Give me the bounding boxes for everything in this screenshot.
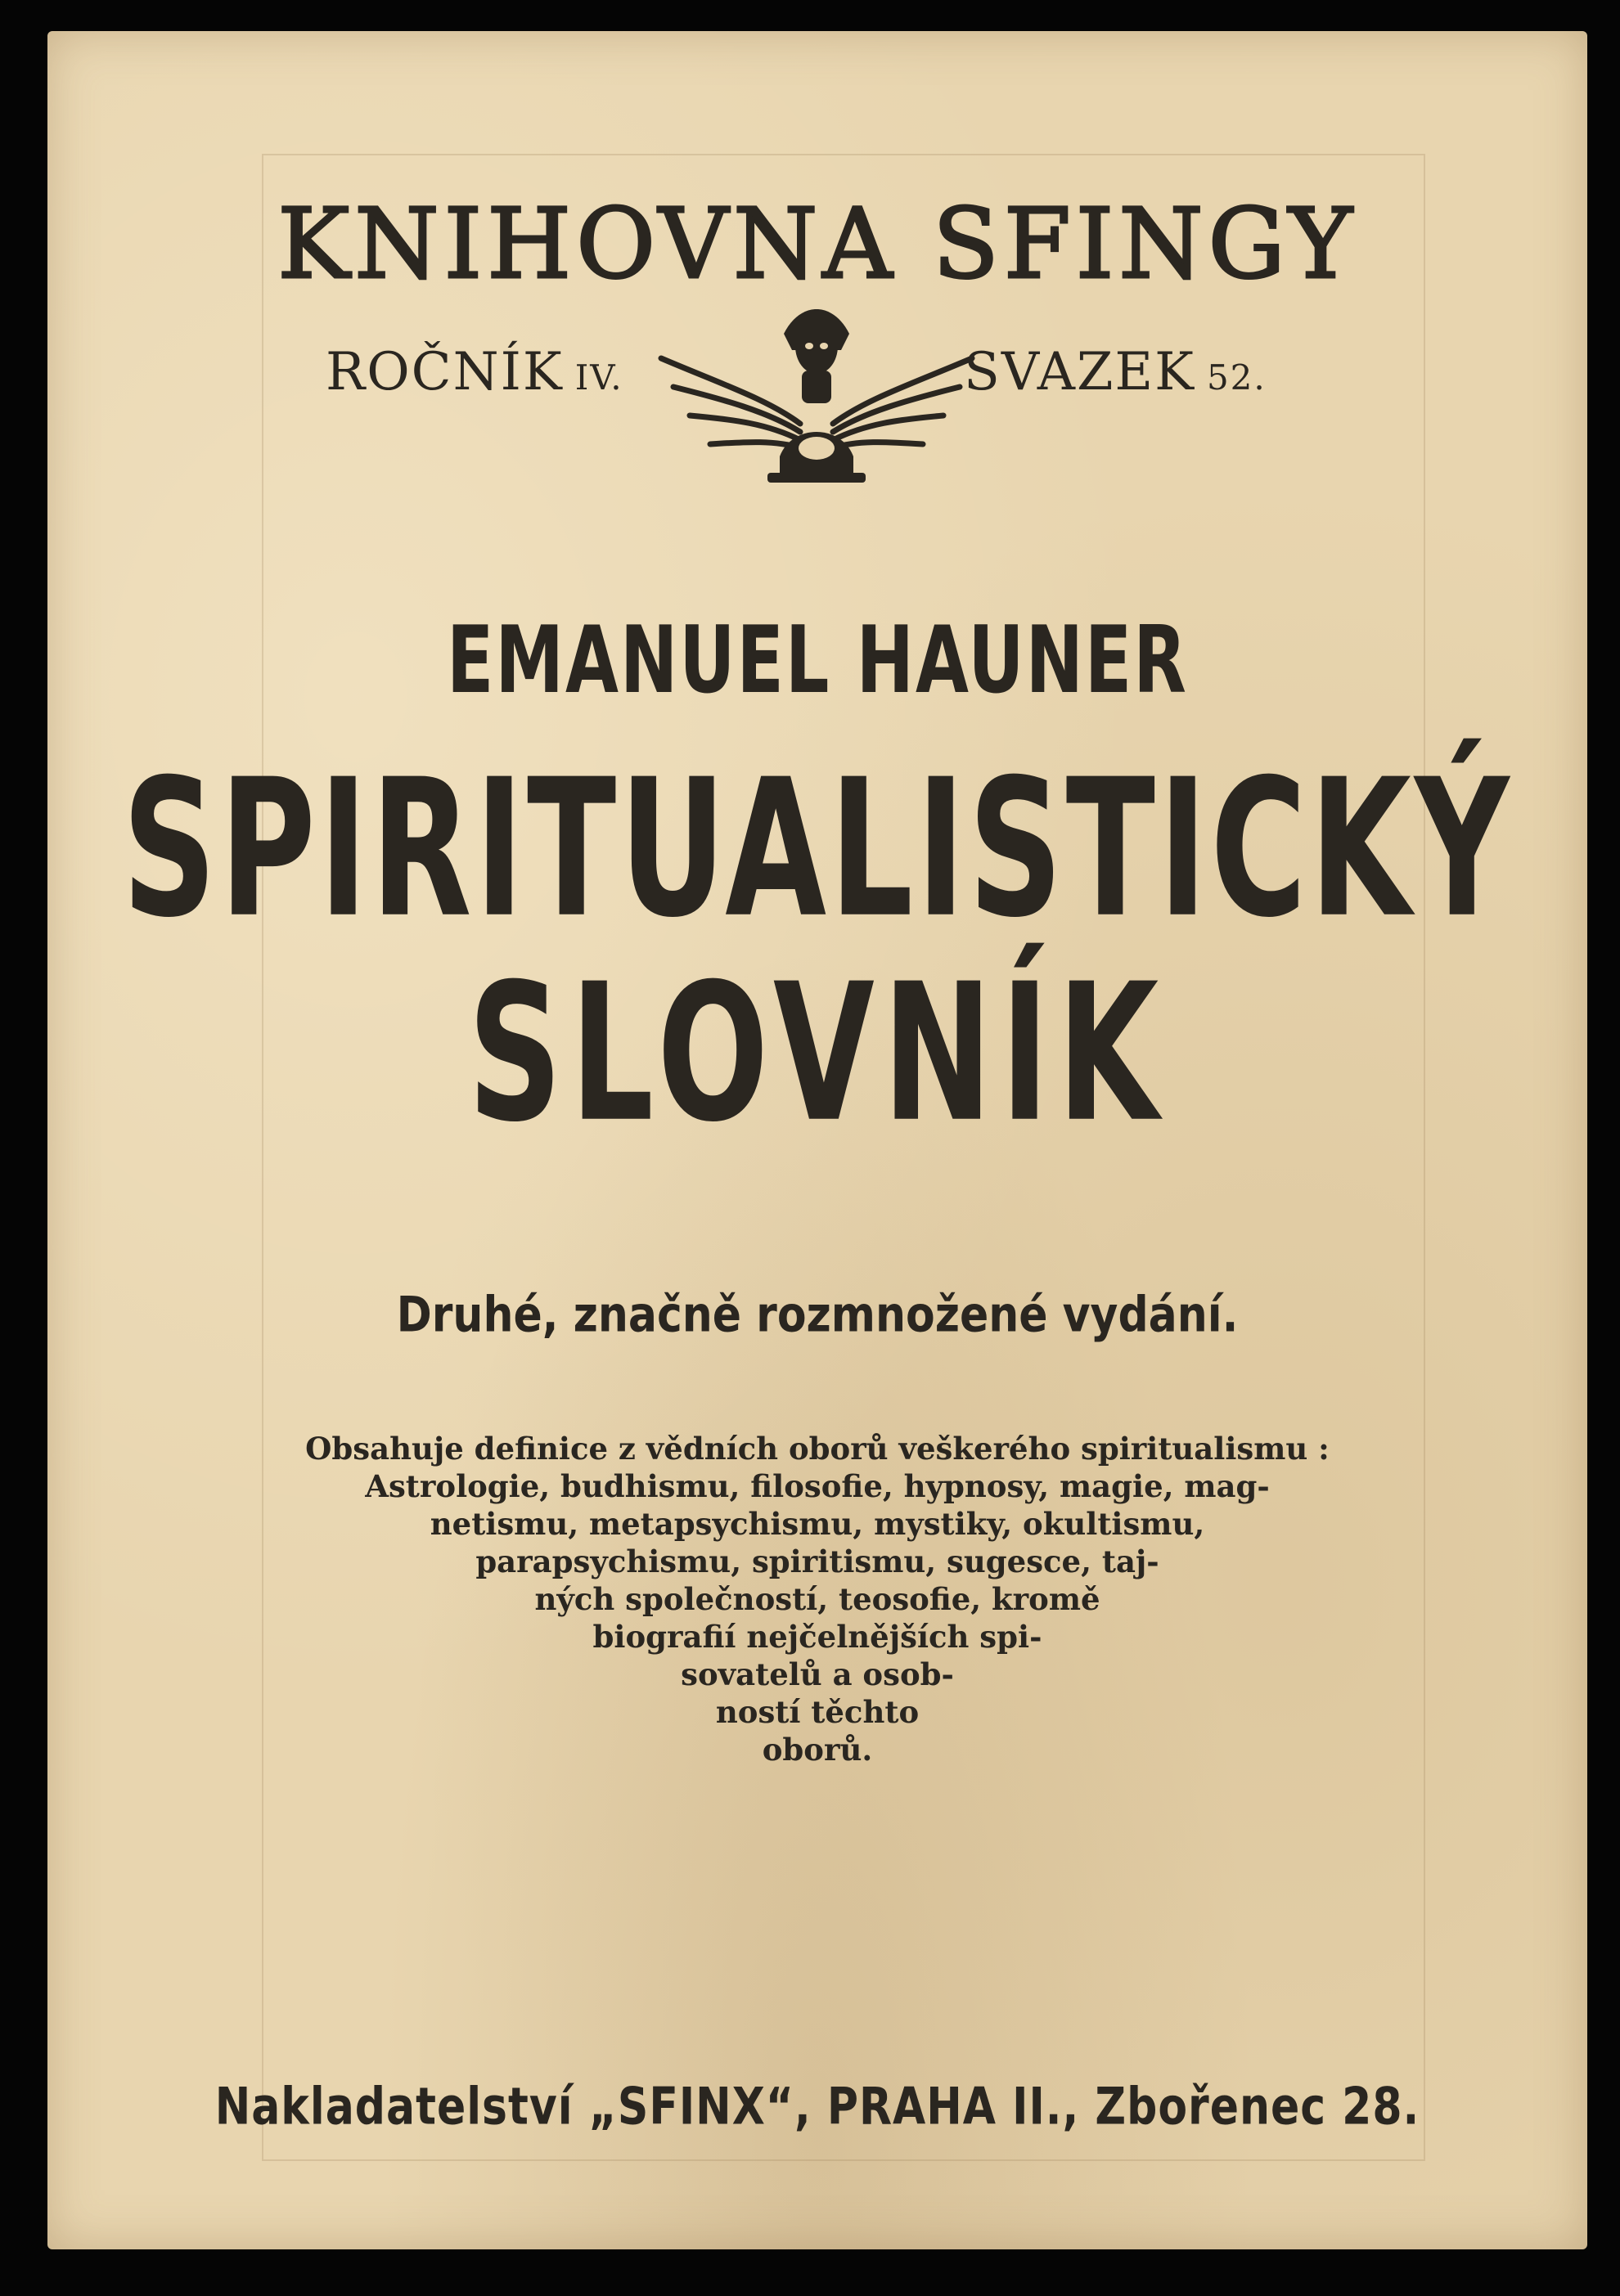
description-block	[47, 1430, 1587, 1768]
volume-number	[964, 342, 1267, 402]
svazek-label: SVAZEK	[964, 342, 1195, 402]
description-line: oborů.	[762, 1732, 873, 1768]
description-line: Obsahuje definice z vědních oborů veškerého spiritualismu :	[305, 1431, 1330, 1467]
svazek-number: 52.	[1206, 357, 1267, 398]
series-meta-row	[47, 301, 1587, 489]
description-line: ností těchto	[715, 1694, 920, 1730]
book-cover	[47, 31, 1587, 2249]
book-title-line-2: SLOVNÍK	[467, 941, 1168, 1164]
description-line: Astrologie, budhismu, filosofie, hypnosy, magie, mag-	[365, 1468, 1270, 1504]
description-line: biografií nejčelnějších spi-	[592, 1619, 1042, 1655]
series-title: KNIHOVNA SFINGY	[277, 187, 1357, 300]
author-name: EMANUEL HAUNER	[447, 605, 1188, 715]
description-line: parapsychismu, spiritismu, sugesce, taj-	[475, 1543, 1159, 1579]
publisher-line: Nakladatelství „SFINX“, PRAHA II., Zbořenec 28.	[214, 2078, 1420, 2136]
description-line: sovatelů a osob-	[681, 1656, 954, 1692]
description-line: ných společností, teosofie, kromě	[534, 1581, 1100, 1617]
rocnik-number: IV.	[574, 357, 623, 398]
edition-note: Druhé, značně rozmnožené vydání.	[396, 1287, 1239, 1344]
volume-year	[326, 342, 623, 402]
rocnik-label: ROČNÍK	[326, 342, 564, 402]
book-title-line-1: SPIRITUALISTICKÝ	[122, 737, 1513, 959]
winged-sphinx-icon	[645, 301, 988, 489]
description-line: netismu, metapsychismu, mystiky, okultismu,	[430, 1506, 1205, 1542]
